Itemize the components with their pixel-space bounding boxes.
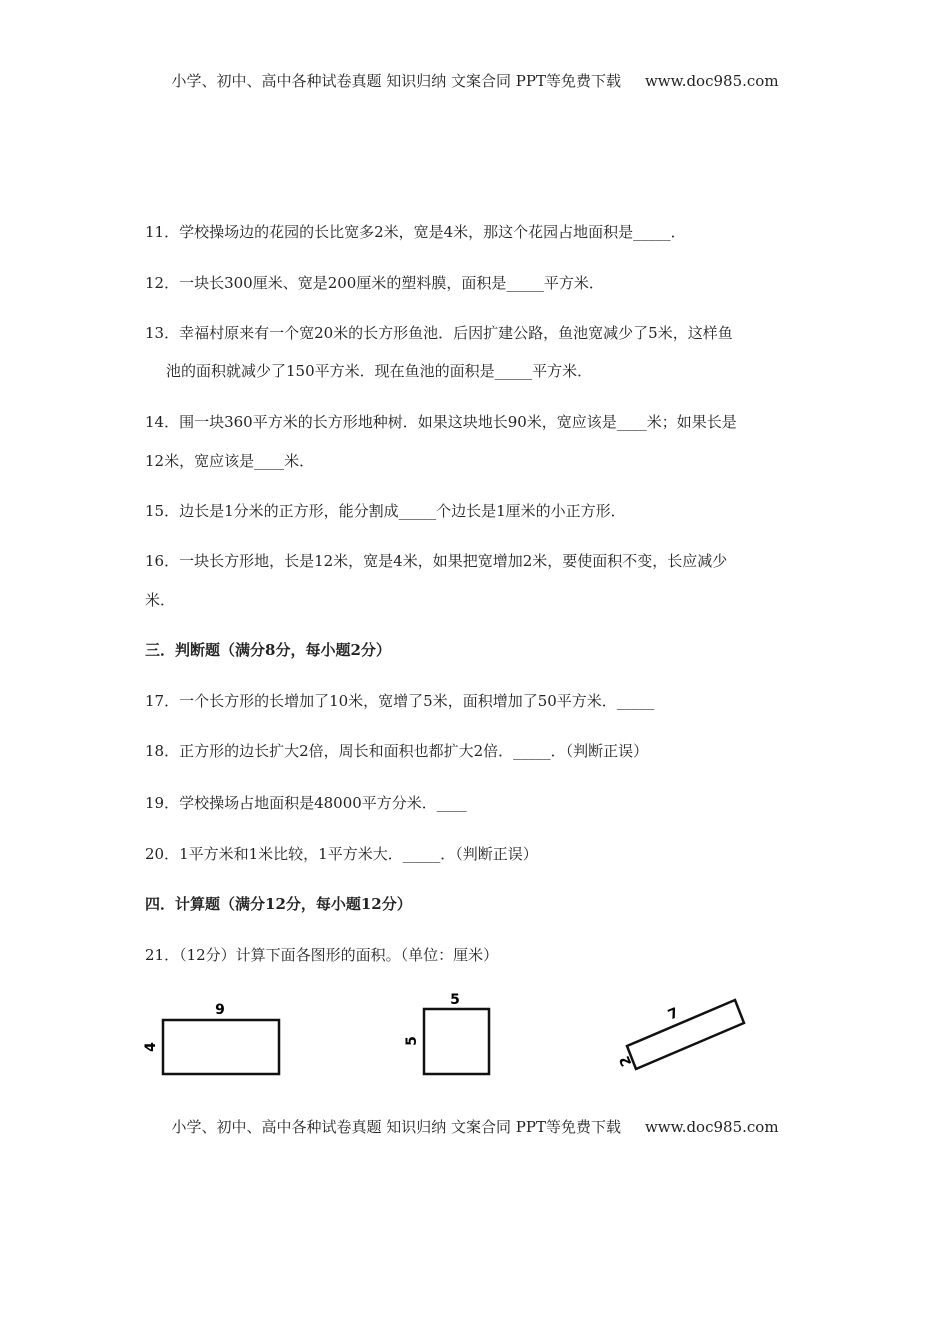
question-17: 17．一个长方形的长增加了10米，宽增了5米，面积增加了50平方米．_____ [145, 692, 655, 710]
question-19: 19．学校操场占地面积是48000平方分米．____ [145, 794, 467, 812]
question-16-line2: 米． [145, 591, 176, 609]
footer-text: 小学、初中、高中各种试卷真题 知识归纳 文案合同 PPT等免费下载 [171, 1118, 621, 1136]
question-21: 21．（12分）计算下面各图形的面积。（单位：厘米） [145, 946, 499, 964]
question-12: 12．一块长300厘米、宽是200厘米的塑料膜，面积是_____平方米． [145, 274, 604, 292]
question-13-line1: 13．幸福村原来有一个宽20米的长方形鱼池．后因扩建公路，鱼池宽减少了5米，这样鱼 [145, 324, 733, 342]
question-18: 18．正方形的边长扩大2倍，周长和面积也都扩大2倍．_____．（判断正误） [145, 742, 649, 760]
question-16-line1: 16．一块长方形地，长是12米，宽是4米，如果把宽增加2米，要使面积不变，长应减少 [145, 552, 728, 570]
question-13-line2: 池的面积就减少了150平方米．现在鱼池的面积是_____平方米． [166, 362, 593, 380]
tilted-length-label: 7 [665, 1005, 682, 1024]
square-side-label: 5 [404, 1036, 420, 1046]
footer-site: www.doc985.com [644, 1118, 779, 1136]
question-15: 15．边长是1分米的正方形，能分割成_____个边长是1厘米的小正方形． [145, 502, 626, 520]
square-top-label: 5 [450, 992, 460, 1008]
header-text: 小学、初中、高中各种试卷真题 知识归纳 文案合同 PPT等免费下载 [171, 72, 621, 90]
figure-rectangle [140, 995, 290, 1080]
page-footer [0, 1116, 950, 1137]
rect-length-label: 9 [215, 1002, 225, 1018]
question-14-line1: 14．围一块360平方米的长方形地种树．如果这块地长90米，宽应该是____米；如果长是 [145, 413, 737, 431]
tilted-width-label: 2 [616, 1053, 636, 1069]
question-14-line2: 12米，宽应该是____米． [145, 452, 315, 470]
question-20: 20．1平方米和1米比较，1平方米大．_____．（判断正误） [145, 845, 538, 863]
section-3-title: 三．判断题（满分8分，每小题2分） [145, 641, 391, 659]
figure-tilted-rectangle [605, 990, 755, 1085]
rect-width-label: 4 [143, 1042, 159, 1052]
page-header [0, 70, 950, 91]
section-4-title: 四．计算题（满分12分，每小题12分） [145, 895, 412, 913]
question-11: 11．学校操场边的花园的长比宽多2米，宽是4米，那这个花园占地面积是_____． [145, 223, 686, 241]
header-site: www.doc985.com [644, 72, 779, 90]
figure-square [400, 990, 500, 1080]
